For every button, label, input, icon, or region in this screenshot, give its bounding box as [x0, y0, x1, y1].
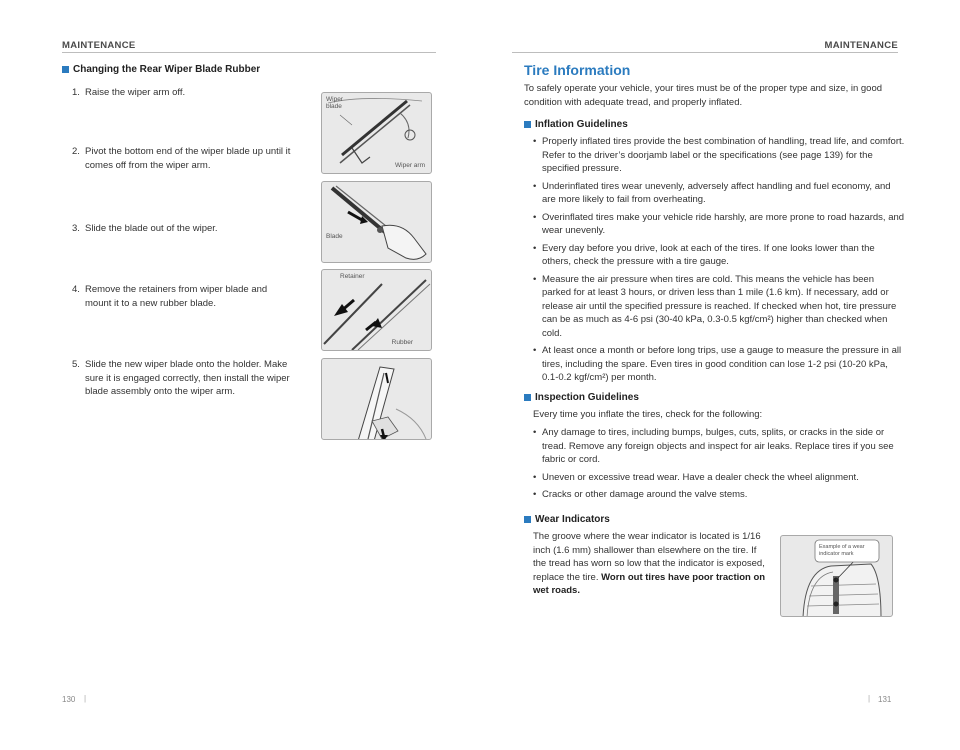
rubber-label: Rubber	[391, 339, 413, 346]
retainer-illustration	[322, 270, 432, 351]
list-item: • Any damage to tires, including bumps, bulges, cuts, splits, or cracks in the side or tread. Remove any foreign objects and inspect for air leaks. Replace tires if you see fabric or cord.	[533, 426, 905, 467]
step-1: 1. Raise the wiper arm off.	[72, 87, 186, 98]
list-item: • Overinflated tires make your vehicle ride harshly, are more prone to road hazards, and wear unevenly.	[533, 211, 905, 238]
list-item: • Uneven or excessive tread wear. Have a dealer check the wheel alignment.	[533, 471, 905, 485]
wiper-arm-figure	[321, 92, 432, 174]
step-4: 4. Remove the retainers from wiper blade and mount it to a new rubber blade.	[72, 284, 268, 309]
step-5: 5. Slide the new wiper blade onto the holder. Make sure it is engaged correctly, then install the wiper blade assembly onto the wiper arm.	[72, 359, 290, 397]
page-number: 131	[878, 695, 892, 704]
bullet-square-icon	[62, 66, 69, 73]
page-number-divider: |	[868, 694, 871, 703]
list-item: • At least once a month or before long trips, use a gauge to measure the pressure in all tires, including the spare. Even tires in good condition can lose 1-2 psi (10-20 kPa, 0.1-0.2 kgf/cm²) per month.	[533, 344, 905, 385]
section-header: MAINTENANCE	[824, 40, 898, 51]
list-item: • Underinflated tires wear unevenly, adversely affect handling and fuel economy, and are more likely to fail from overheating.	[533, 180, 905, 207]
install-blade-figure	[321, 358, 432, 440]
retainer-label: Retainer	[340, 273, 365, 280]
header-rule	[62, 52, 436, 53]
tire-information-title: Tire Information	[524, 62, 631, 78]
section-header: MAINTENANCE	[62, 40, 136, 51]
blade-label: Blade	[326, 233, 343, 240]
retainer-figure	[321, 269, 432, 351]
header-rule	[512, 52, 898, 53]
step-3: 3. Slide the blade out of the wiper.	[72, 223, 218, 234]
blade-figure	[321, 181, 432, 263]
wear-indicator-label: Example of a wear indicator mark	[819, 544, 865, 557]
inspection-heading: Inspection Guidelines	[524, 392, 639, 403]
wear-indicators-heading: Wear Indicators	[524, 514, 610, 525]
bullet-square-icon	[524, 516, 531, 523]
list-item: • Properly inflated tires provide the best combination of handling, tread life, and comfort. Refer to the driver’s doorjamb label or the specifications (see page 139) for the specified pressure.	[533, 135, 905, 176]
page-number: 130	[62, 695, 76, 704]
inspection-lead: Every time you inflate the tires, check for the following:	[533, 409, 763, 420]
inspection-list	[533, 426, 905, 506]
list-item: • Measure the air pressure when tires are cold. This means the vehicle has been parked for at least 3 hours, or driven less than 1 mile (1.6 km). If necessary, add or release air until the specified pressure is reached. If checked when hot, tire pressure can be as much as 4-6 psi (30-40 kPa, 0.3-0.5 kgf/cm²) higher than checked when cold.	[533, 273, 905, 341]
wear-indicators-text: The groove where the wear indicator is located is 1/16 inch (1.6 mm) shallower than elsewhere on the tire. If the tread has worn so low that the indicator is exposed, replace the tire. Worn out tires have poor traction on wet roads.	[533, 531, 766, 596]
step-2: 2. Pivot the bottom end of the wiper blade up until it comes off from the wiper arm.	[72, 146, 291, 171]
inflation-heading: Inflation Guidelines	[524, 119, 628, 130]
wiper-heading-text: Changing the Rear Wiper Blade Rubber	[73, 64, 261, 75]
install-blade-illustration	[322, 359, 432, 440]
tire-intro: To safely operate your vehicle, your tires must be of the proper type and size, in good condition with adequate tread, and properly inflated.	[524, 83, 883, 108]
page-number-divider: |	[84, 694, 87, 703]
bullet-square-icon	[524, 394, 531, 401]
list-item: • Cracks or other damage around the valve stems.	[533, 488, 905, 502]
list-item: • Every day before you drive, look at each of the tires. If one looks lower than the others, check the pressure with a tire gauge.	[533, 242, 905, 269]
inflation-list	[533, 135, 905, 389]
wiper-blade-label: Wiper blade	[326, 96, 343, 110]
wear-indicator-figure	[780, 535, 893, 617]
wear-warning: Worn out tires have poor traction on wet roads.	[533, 571, 766, 596]
blade-illustration	[322, 182, 432, 263]
bullet-square-icon	[524, 121, 531, 128]
wiper-heading	[62, 64, 260, 75]
wiper-arm-label: Wiper arm	[395, 162, 425, 169]
